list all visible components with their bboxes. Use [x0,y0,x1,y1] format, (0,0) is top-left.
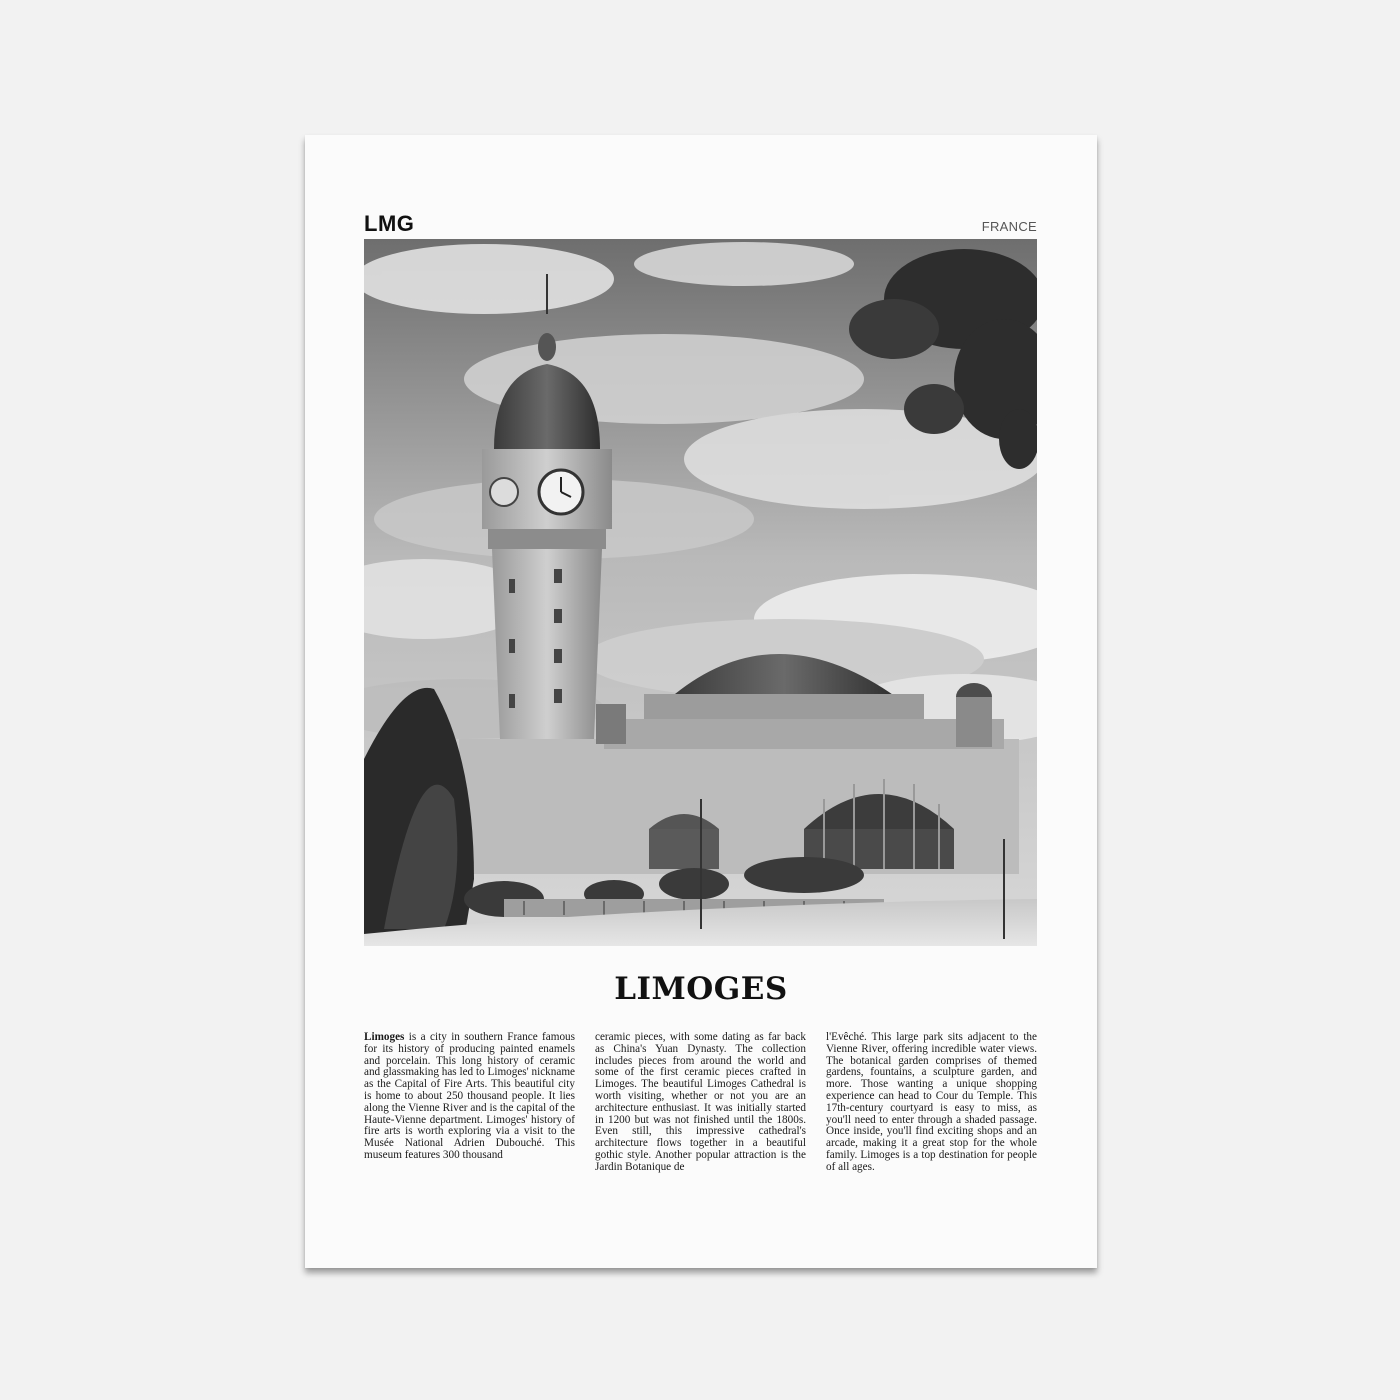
description-text-3: l'Evêché. This large park sits adjacent to the Vienne River, offering incredible water views. The botanical garden comprises of themed gardens, fountains, a sculpture garden, and more. Those wanting a unique shopping experience can head to Cour du Temple. This 17th-century courtyard is easy to miss, as you'll need to enter through a shaded passage. Once inside, you'll find exciting shops and an arcade, making it a great stop for the whole family. Limoges is a top destination for people of all ages. [826,1031,1037,1173]
country-label: FRANCE [981,219,1037,234]
description-text-2: ceramic pieces, with some dating as far back as China's Yuan Dynasty. The collection includes pieces from around the world and some of the first ceramic pieces crafted in Limoges. The beautiful Limoges Cathedral is worth visiting, whether or not you are an architecture enthusiast. It was initially started in 1200 but was not finished until the 1800s. Even still, this impressive cathedral's architecture flows together in a beautiful gothic style. Another popular attraction is the Jardin Botanique de [595,1031,806,1173]
description-lead: Limoges [364,1031,405,1043]
city-title: LIMOGES [614,971,788,1007]
description-column-1 [364,1032,575,1174]
poster [305,135,1097,1268]
description-columns [364,1032,1037,1174]
description-text-1: is a city in southern France famous for its history of producing painted enamels and porcelain. This long history of ceramic and glassmaking has led to Limoges' nickname as the Capital of Fire Arts. This beautiful city is home to about 250 thousand people. It lies along the Vienne River and is the capital of the Haute-Vienne department. Limoges' history of fire arts is worth exploring via a visit to the Musée National Adrien Dubouché. This museum features 300 thousand [364,1031,575,1161]
description-column-3 [826,1032,1037,1174]
city-photo [364,239,1037,946]
city-code: LMG [364,211,415,236]
description-column-2 [595,1032,806,1174]
